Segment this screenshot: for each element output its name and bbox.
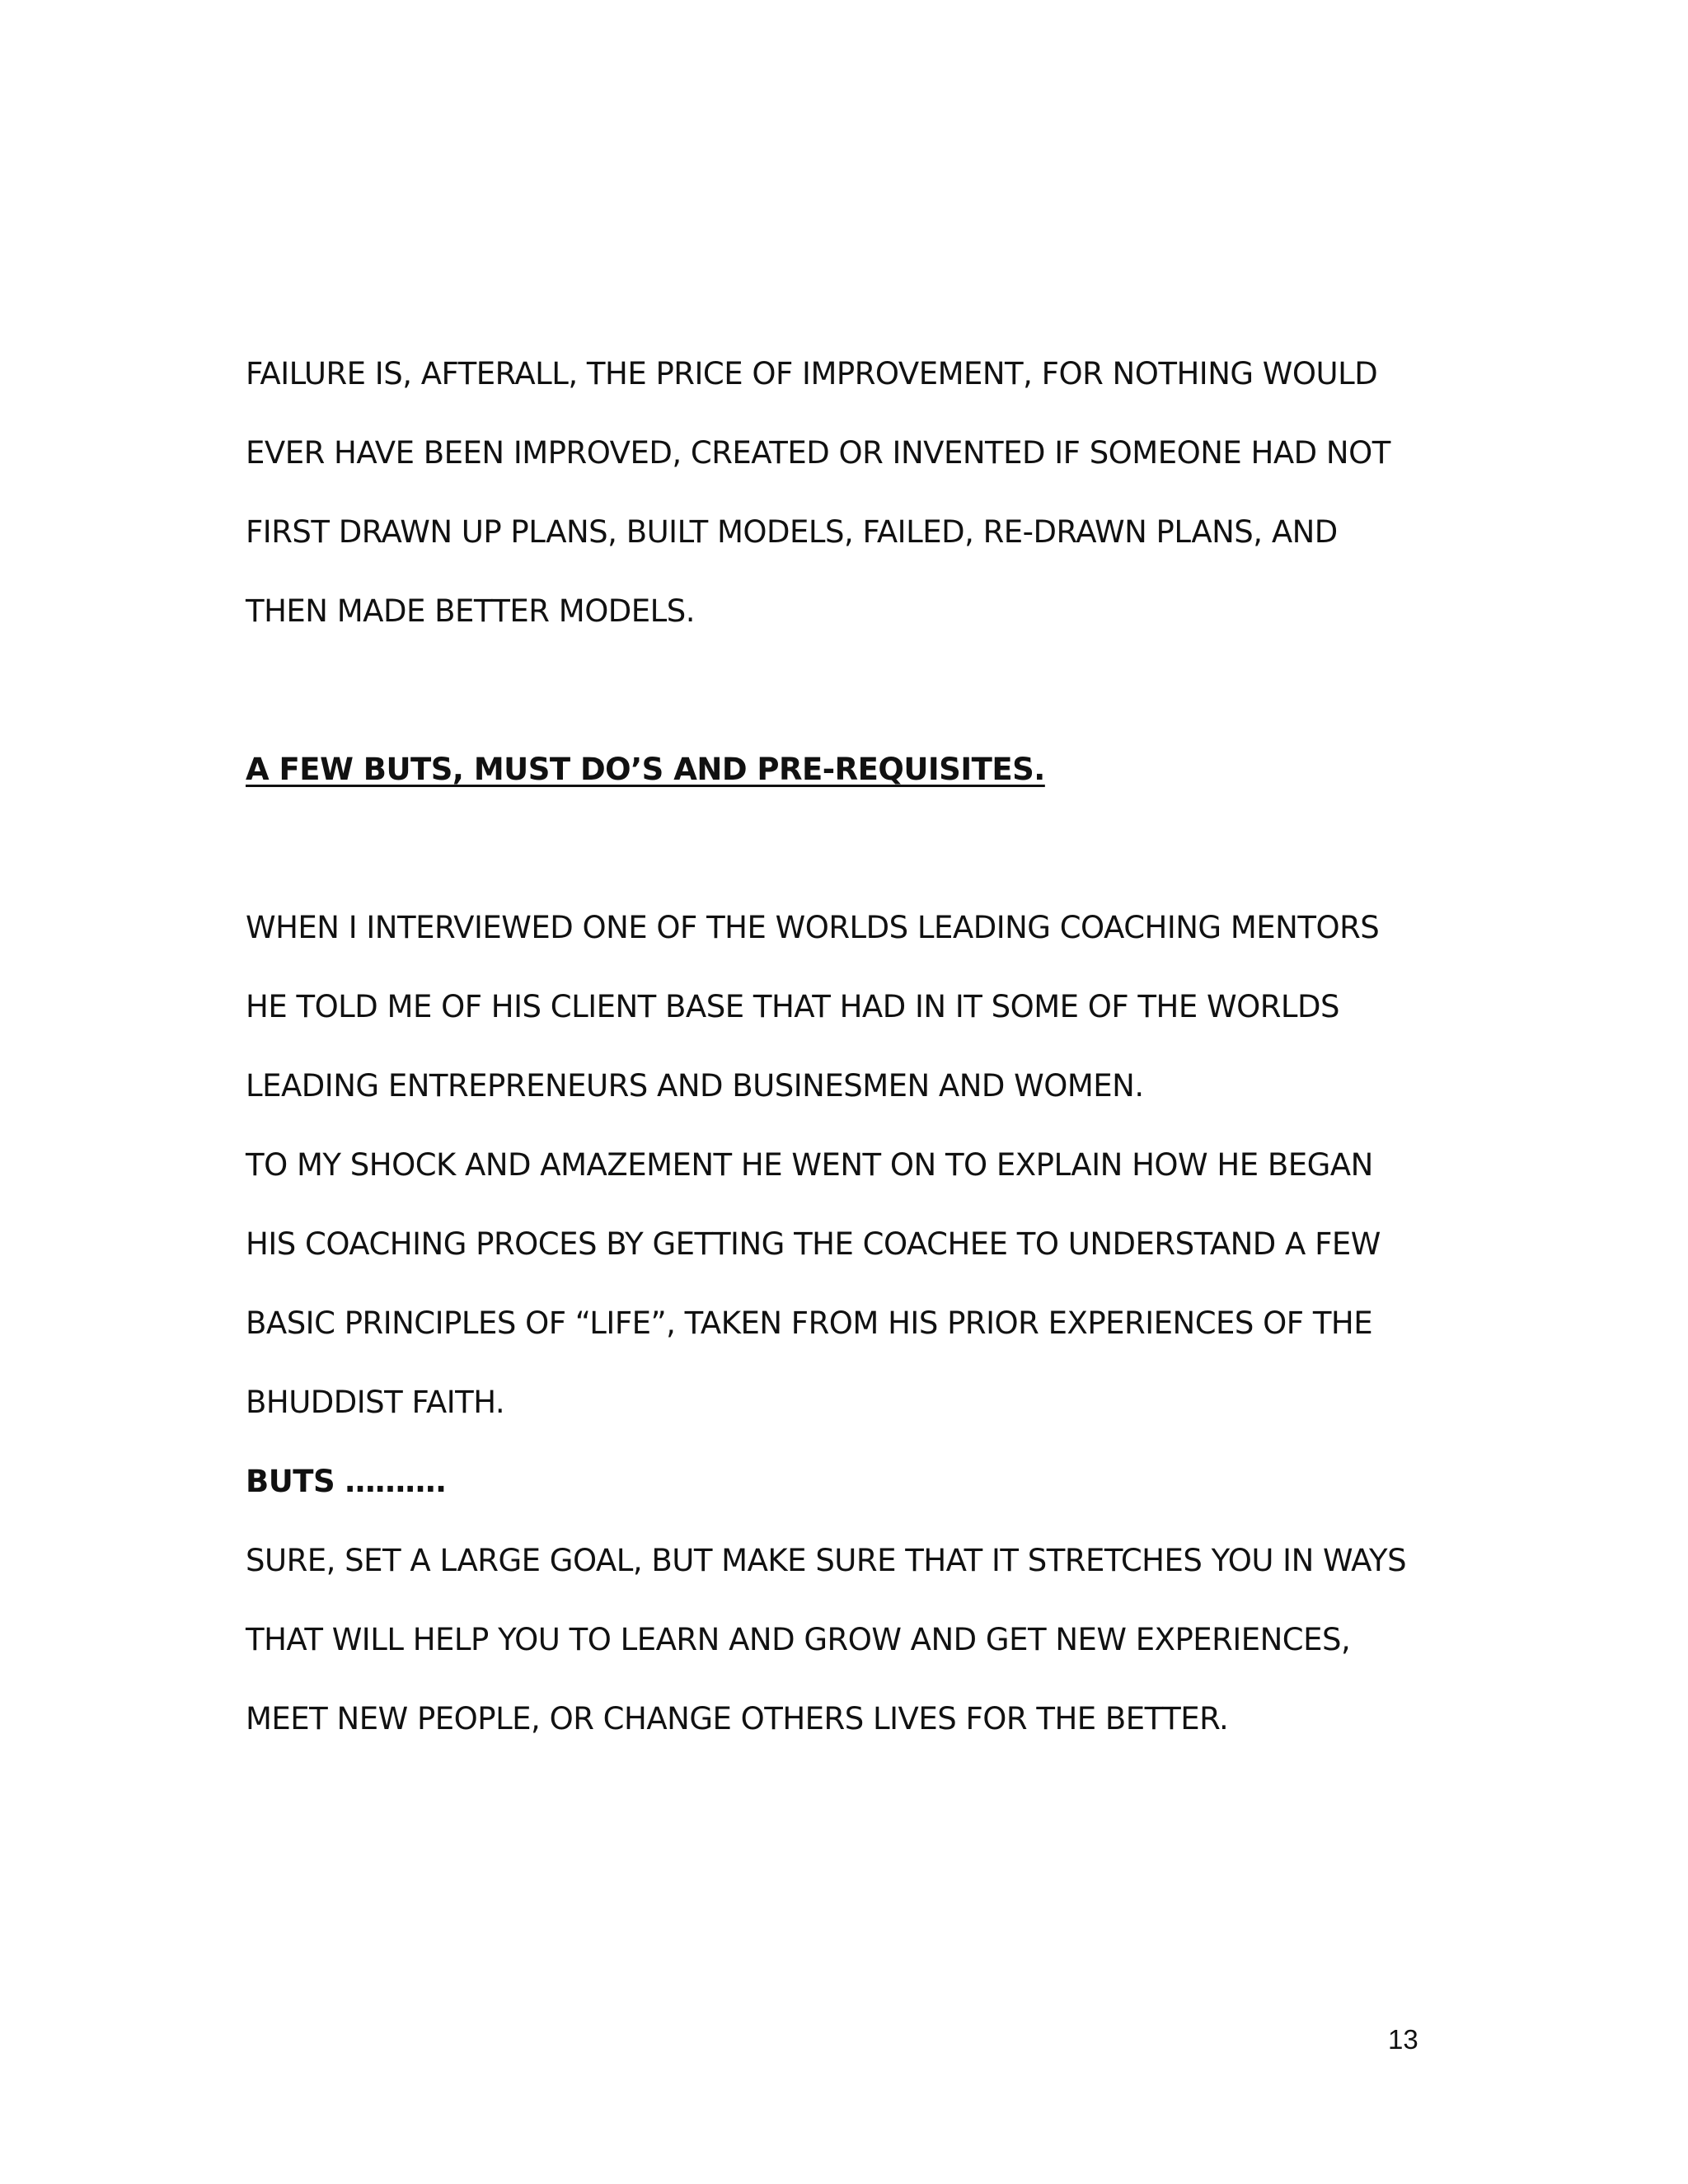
paragraph-3-line-3: MEET NEW PEOPLE, OR CHANGE OTHERS LIVES FOR THE BETTER.: [246, 1701, 1229, 1736]
subheading-buts: BUTS ……….: [246, 1464, 447, 1499]
paragraph-1-line-4: THEN MADE BETTER MODELS.: [246, 593, 696, 629]
paragraph-2-line-4: TO MY SHOCK AND AMAZEMENT HE WENT ON TO EXPLAIN HOW HE BEGAN: [246, 1147, 1373, 1183]
paragraph-2-line-5: HIS COACHING PROCES BY GETTING THE COACHEE TO UNDERSTAND A FEW: [246, 1226, 1381, 1262]
paragraph-2-line-1: WHEN I INTERVIEWED ONE OF THE WORLDS LEADING COACHING MENTORS: [246, 910, 1380, 945]
paragraph-2-line-2: HE TOLD ME OF HIS CLIENT BASE THAT HAD IN IT SOME OF THE WORLDS: [246, 989, 1340, 1024]
page-number: 13: [1388, 2024, 1418, 2055]
paragraph-2-line-6: BASIC PRINCIPLES OF “LIFE”, TAKEN FROM HIS PRIOR EXPERIENCES OF THE: [246, 1305, 1373, 1341]
paragraph-1-line-3: FIRST DRAWN UP PLANS, BUILT MODELS, FAILED, RE-DRAWN PLANS, AND: [246, 514, 1338, 550]
section-heading: A FEW BUTS, MUST DO’S AND PRE-REQUISITES.: [246, 752, 1045, 787]
paragraph-2-line-7: BHUDDIST FAITH.: [246, 1385, 505, 1420]
paragraph-3-line-1: SURE, SET A LARGE GOAL, BUT MAKE SURE THAT IT STRETCHES YOU IN WAYS: [246, 1543, 1407, 1578]
paragraph-2-line-3: LEADING ENTREPRENEURS AND BUSINESMEN AND WOMEN.: [246, 1068, 1144, 1104]
paragraph-1-line-1: FAILURE IS, AFTERALL, THE PRICE OF IMPROVEMENT, FOR NOTHING WOULD: [246, 356, 1378, 391]
paragraph-3-line-2: THAT WILL HELP YOU TO LEARN AND GROW AND GET NEW EXPERIENCES,: [246, 1622, 1351, 1657]
paragraph-1-line-2: EVER HAVE BEEN IMPROVED, CREATED OR INVENTED IF SOMEONE HAD NOT: [246, 435, 1390, 471]
